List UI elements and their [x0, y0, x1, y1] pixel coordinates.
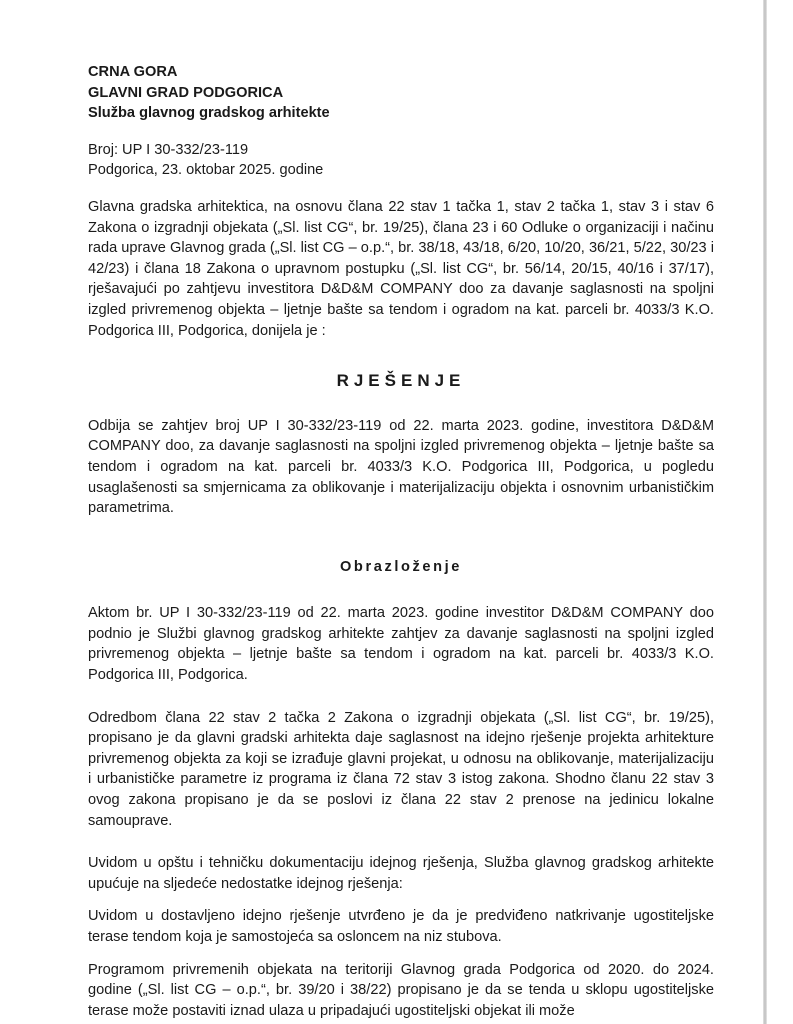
decision-text: Odbija se zahtjev broj UP I 30-332/23-119 od 22. marta 2023. godine, investitora D&D&M COMPANY doo, za davanje saglasnosti na spoljni izgled privremenog objekta – ljetnje bašte sa tendom i ogradom na kat. parceli br. 4033/3 K.O. Podgorica III, Podgorica, u pogledu usaglašenosti sa smjernicama za oblikovanje i materijalizaciju objekta i osnovnim urbanističkim parametrima. [88, 417, 714, 517]
reasoning-paragraph-5: Programom privremenih objekata na teritoriji Glavnog grada Podgorica od 2020. do 2024. godine („Sl. list CG – o.p.“, br. 39/20 i 38/22) propisano je da se tenda u sklopu ugostiteljske terase može postaviti iznad ulaza u pripadajući ugostiteljski objekat ili može [88, 961, 714, 1019]
document-meta [88, 140, 714, 181]
reasoning-paragraph-4: Uvidom u dostavljeno idejno rješenje utvrđeno je da je predviđeno natkrivanje ugostiteljske terase tendom koja je samostojeća sa osloncem na niz stubova. [88, 908, 714, 945]
scan-edge-shadow [763, 0, 767, 1024]
preamble-paragraph: Glavna gradska arhitektica, na osnovu člana 22 stav 1 tačka 1, stav 2 tačka 1, stav 3 i stav 6 Zakona o izgradnji objekata („Sl. list CG“, br. 19/25), člana 23 i 60 Odluke o organizaciji i načinu rada uprave Glavnog grada („Sl. list CG – o.p.“, br. 38/18, 43/18, 6/20, 10/20, 36/21, 5/22, 30/23 i 42/23) i člana 18 Zakona o upravnom postupku („Sl. list CG“, br. 56/14, 20/15, 40/16 i 37/17), rješavajući po zahtjevu investitora D&D&M COMPANY doo za davanje saglasnosti na spoljni izgled privremenog objekta – ljetnje bašte sa tendom i ogradom na kat. parceli br. 4033/3 K.O. Podgorica III, Podgorica, donijela je : [88, 198, 714, 339]
reasoning-paragraph-2: Odredbom člana 22 stav 2 tačka 2 Zakona o izgradnji objekata („Sl. list CG“, br. 19/25), propisano je da glavni gradski arhitekta daje saglasnost na idejno rješenje projekta arhitekture privremenog objekta za koji se izrađuje glavni projekat, u odnosu na oblikovanje, materijalizaciju i urbanističke parametre iz programa iz člana 72 stav 3 istog zakona. Shodno članu 22 stav 3 ovog zakona propisano je da se poslovi iz člana 22 stav 2 prenose na jedinicu lokalne samouprave. [88, 709, 714, 829]
document-number: Broj: UP I 30-332/23-119 [88, 141, 249, 158]
service-name: Služba glavnog gradskog arhitekte [88, 105, 330, 122]
reasoning-title: Obrazloženje [339, 558, 463, 575]
place-and-date: Podgorica, 23. oktobar 2025. godine [88, 162, 324, 179]
reasoning-paragraph-3: Uvidom u opštu i tehničku dokumentaciju idejnog rješenja, Služba glavnog gradskog arhitekte upućuje na sljedeće nedostatke idejnog rješenja: [88, 855, 714, 892]
city-name: GLAVNI GRAD PODGORICA [88, 84, 284, 101]
reasoning-paragraph-1: Aktom br. UP I 30-332/23-119 od 22. marta 2023. godine investitor D&D&M COMPANY doo podnio je Službi glavnog gradskog arhitekte zahtjev za davanje saglasnosti na spoljni izgled privremenog objekta – ljetnje bašte sa tendom i ogradom na kat. parceli br. 4033/3 K.O. Podgorica III, Podgorica. [88, 605, 714, 684]
document-page [88, 62, 714, 1021]
letterhead [88, 62, 714, 124]
country-name: CRNA GORA [88, 64, 178, 80]
decision-title: RJEŠENJE [336, 371, 466, 391]
